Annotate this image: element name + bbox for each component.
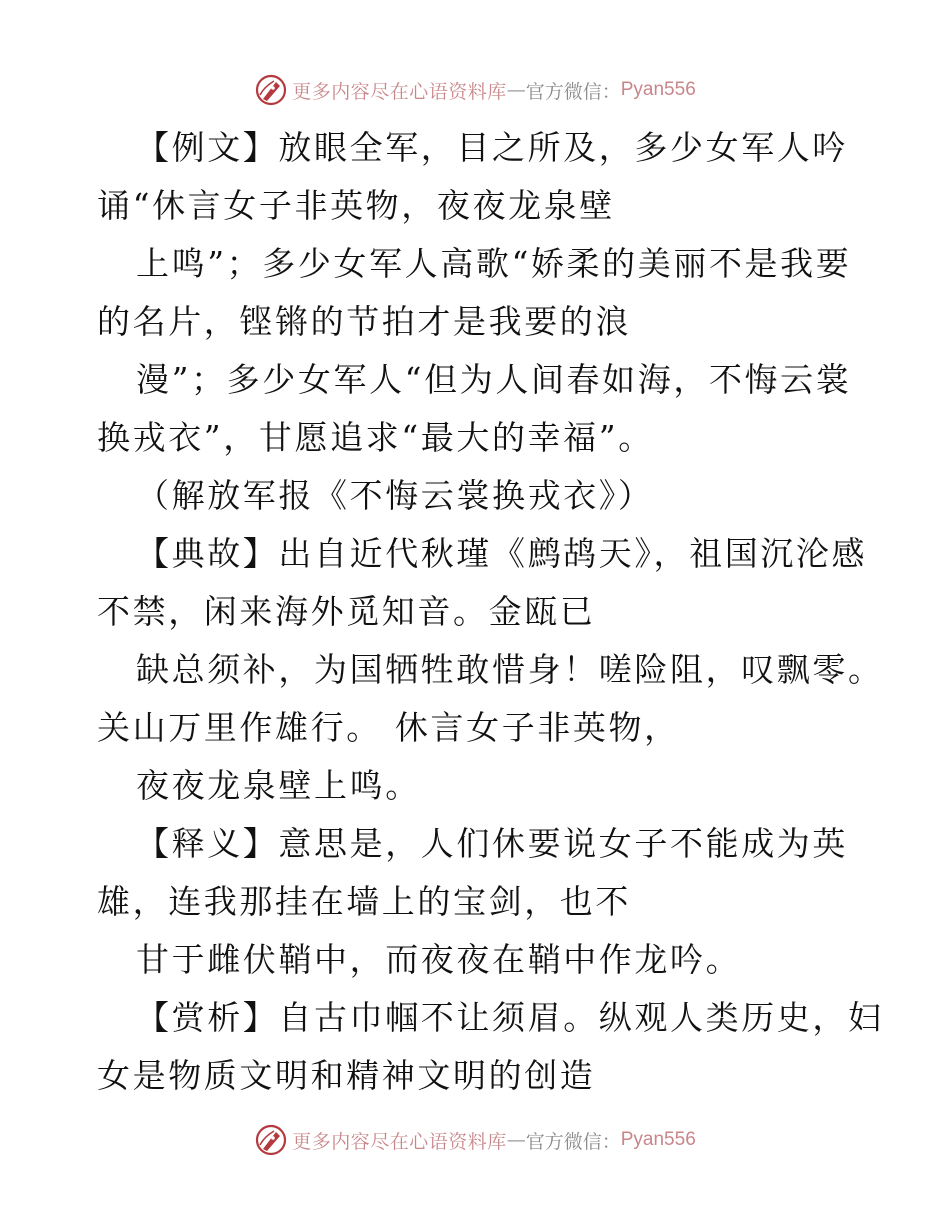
footer-account: Pyan556: [620, 1129, 696, 1150]
header-banner: [0, 70, 950, 110]
text-line: （解放军报《不悔云裳换戎衣》）: [136, 476, 654, 515]
text-line: 【赏析】自古巾帼不让须眉。纵观人类历史，妇: [136, 998, 884, 1037]
header-account: Pyan556: [620, 79, 696, 100]
text-line: 【释义】意思是，人们休要说女子不能成为英: [136, 824, 848, 863]
header-promo-text: 更多内容尽在心语资料库: [292, 80, 507, 103]
header-separator: —: [506, 79, 526, 101]
text-line: 上鸣”；多少女军人高歌“娇柔的美丽不是我要: [136, 244, 852, 283]
text-line: 换戎衣”，甘愿追求“最大的幸福”。: [97, 418, 654, 457]
text-line: 甘于雌伏鞘中，而夜夜在鞘中作龙吟。: [136, 940, 742, 979]
text-line: 缺总须补，为国牺牲敢惜身！嗟险阻，叹飘零。: [136, 650, 884, 689]
text-line: 漫”；多少女军人“但为人间春如海，不悔云裳: [136, 360, 852, 399]
footer-official-label: 官方微信：: [525, 1130, 621, 1153]
text-line: 不禁，闲来海外觅知音。金瓯已: [97, 592, 596, 631]
footer-separator: —: [506, 1129, 526, 1151]
text-line: 【典故】出自近代秋瑾《鹧鸪天》，祖国沉沦感: [136, 534, 868, 573]
text-line: 夜夜龙泉壁上鸣。: [136, 766, 421, 805]
pen-nib-logo-icon: [254, 73, 288, 107]
text-line: 【例文】放眼全军，目之所及，多少女军人吟: [136, 128, 848, 167]
header-official-label: 官方微信：: [525, 80, 621, 103]
text-line: 的名片，铿锵的节拍才是我要的浪: [97, 302, 631, 341]
footer-promo-text: 更多内容尽在心语资料库: [292, 1130, 507, 1153]
text-line: 雄，连我那挂在墙上的宝剑，也不: [97, 882, 631, 921]
text-line: 诵“休言女子非英物，夜夜龙泉壁: [97, 186, 615, 225]
text-line: 女是物质文明和精神文明的创造: [97, 1056, 596, 1095]
pen-nib-logo-icon: [254, 1123, 288, 1157]
footer-banner: [0, 1120, 950, 1160]
text-line: 关山万里作雄行。 休言女子非英物，: [97, 708, 680, 747]
